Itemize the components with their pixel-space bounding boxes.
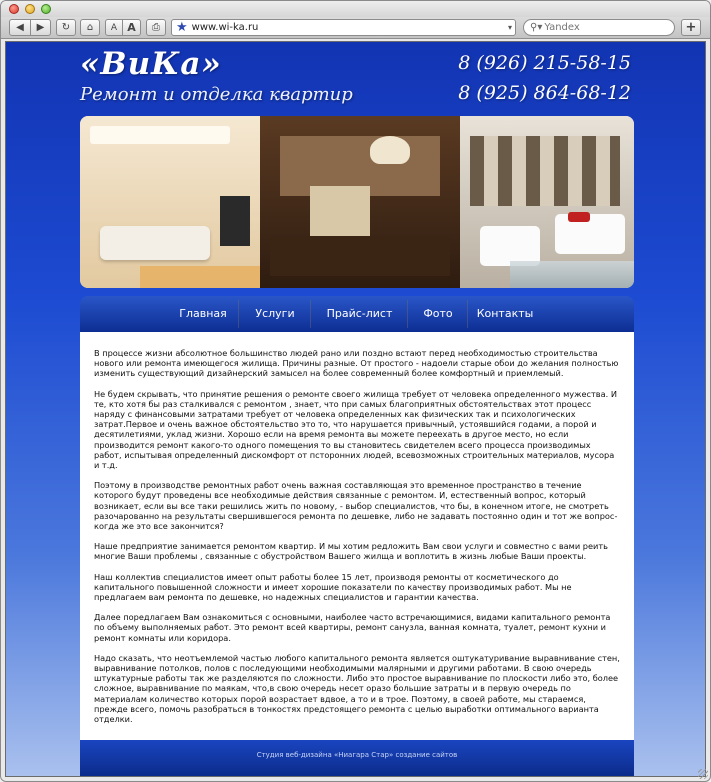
forward-button[interactable]	[31, 19, 51, 36]
nav-item-services[interactable]: Услуги	[255, 307, 295, 320]
phone-number-2: 8 (925) 864-68-12	[458, 82, 631, 104]
content-paragraph: Наше предприятие занимается ремонтом квартир. И мы хотим редложить Вам свои услуги и совместно с вами реить многие Ваши проблемы , связанные с обустройством Вашего жилща и воплотить в жизнь любые Ваши проекты.	[94, 541, 608, 562]
address-dropdown-icon[interactable]: ▾	[507, 23, 512, 32]
home-button[interactable]	[80, 19, 100, 36]
search-icon: ⚲▾	[530, 22, 543, 33]
address-url: www.wi-ka.ru	[191, 22, 259, 33]
back-arrow-icon: ◀	[16, 22, 24, 33]
close-window-button[interactable]	[9, 4, 19, 14]
nav-divider	[467, 300, 468, 328]
content-paragraph: Не будем скрывать, что принятие решения о ремонте своего жилища требует от человека определенного мужества. И те, кто хотя бы раз сталкивался с ремонтом , знает, что при самых благоприятных обстоятельствах этот процесс наряду с финансовыми затратами требует от человека определенных как физических так и психологических затрат.Первое и очень важное обстоятельство это то, что нарушается привычный, устоявшийся годами, а порой и десятилетиями, уклад жизни. Хорошо если на время ремонта вы можете переехать в другое место, но если производится ремонт какого-то одного помещения то вы становитесь свидетелем всего процесса производимых работ, испытывая определенный дискомфорт от псторонних людей, всевозможных строительных материалов, мусора и т.д.	[94, 388, 617, 471]
footer-credit-link[interactable]: Студия веб-дизайна «Ниагара Стар» создание сайтов	[256, 751, 458, 759]
print-button[interactable]	[146, 19, 166, 36]
nav-divider	[310, 300, 311, 328]
nav-item-photo[interactable]: Фото	[423, 307, 453, 320]
reload-button[interactable]	[56, 19, 76, 36]
page-footer	[80, 740, 634, 777]
home-icon: ⌂	[86, 22, 94, 33]
search-field[interactable]	[523, 19, 675, 36]
content-paragraph: Далее поредлагаем Вам ознакомиться с основными, наиболее часто встречающимися, видами капитального ремонта по объему выполняемых работ. Это ремонт всей квартиры, ремонт санузла, ванная комната, туалет, ремонт кухни и ремонт комнаты или коридора.	[94, 612, 611, 643]
text-bigger-label: A	[127, 21, 136, 34]
forward-arrow-icon: ▶	[36, 22, 45, 33]
reload-icon: ↻	[61, 22, 71, 33]
interior-banner-image	[80, 116, 634, 288]
add-bookmark-button[interactable]	[681, 19, 701, 36]
nav-divider	[407, 300, 408, 328]
search-input[interactable]	[544, 22, 654, 33]
phone-number-1: 8 (926) 215-58-15	[458, 52, 631, 74]
nav-item-contacts[interactable]: Контакты	[476, 307, 534, 320]
bookmark-star-icon[interactable]: ★	[176, 20, 188, 35]
text-smaller-label: A	[110, 22, 118, 33]
content-paragraph: Надо сказать, что неотъемлемой частью любого капитального ремонта является оштукатуривание выравнивание стен, выравнивание потолков, полов с последующими необходимыми малярными и другими работами. В свою очередь штукатурные работы так же разделяются по сложности. Либо это простое выравнивание по плоскости либо это, более сложное, выравнивание по маякам, что,в свою очередь несет оразо большие затраты и в первую очередь по материалам количество которых порой возрастает вдвое, а то и в трое. Поэтому, в своей работе, мы стараемся, прежде всего, помочь разобраться в тонкостях предстоящего ремонта с целью выработки оптимального варианта отделки.	[94, 652, 620, 725]
address-bar[interactable]	[171, 19, 516, 36]
site-tagline: Ремонт и отделка квартир	[80, 84, 353, 105]
zoom-window-button[interactable]	[41, 4, 51, 14]
minimize-window-button[interactable]	[25, 4, 35, 14]
back-button[interactable]	[9, 19, 31, 36]
printer-icon: ⎙	[152, 22, 160, 33]
main-content	[80, 332, 634, 740]
plus-icon: +	[685, 20, 697, 35]
main-navigation	[80, 296, 634, 332]
title-bar	[1, 1, 710, 17]
nav-divider	[238, 300, 239, 328]
content-paragraph: Наш коллектив специалистов имеет опыт работы более 15 лет, производя ремонты от косметического до капитального повышенной сложности и имеет хорошие показатели по качеству производимых работ. Мы не предлагаем вам ремонта по дешевке, но надежных специалистов и гарантии качества.	[94, 571, 572, 603]
site-logo[interactable]: «ВиКа»	[80, 46, 222, 82]
nav-item-home[interactable]: Главная	[179, 307, 227, 320]
resize-grip-icon[interactable]	[698, 769, 708, 779]
text-smaller-button[interactable]	[105, 19, 123, 36]
content-paragraph: Поэтому в производстве ремонтных работ очень важная составляющая это временное пространство в течение которого будут проведены все необходимые действия связанные с ремонтом. И, естественный вопрос, который возникает, если вы все таки решились жить по новому, - выбор специалистов, что бы, в конечном итоге, не смотреть разочарованно на результаты свершившегося ремонта по дешевке, либо не задавать постоянно один и тот же вопрос-когда же это все закончится?	[94, 480, 618, 532]
text-bigger-button[interactable]	[123, 19, 141, 36]
nav-item-price-list[interactable]: Прайс-лист	[326, 307, 393, 320]
page-viewport	[5, 41, 706, 777]
content-paragraph: В процессе жизни абсолютное большинство людей рано или поздно встают перед необходимостью строительства нового или ремонта имеющегося жилища. Причины разные. От простого - надоели старые обои до желания полностью изменить существующий дизайнерский замысел на более современный более комфортный и приемлемый.	[94, 348, 619, 379]
browser-toolbar	[1, 17, 710, 39]
